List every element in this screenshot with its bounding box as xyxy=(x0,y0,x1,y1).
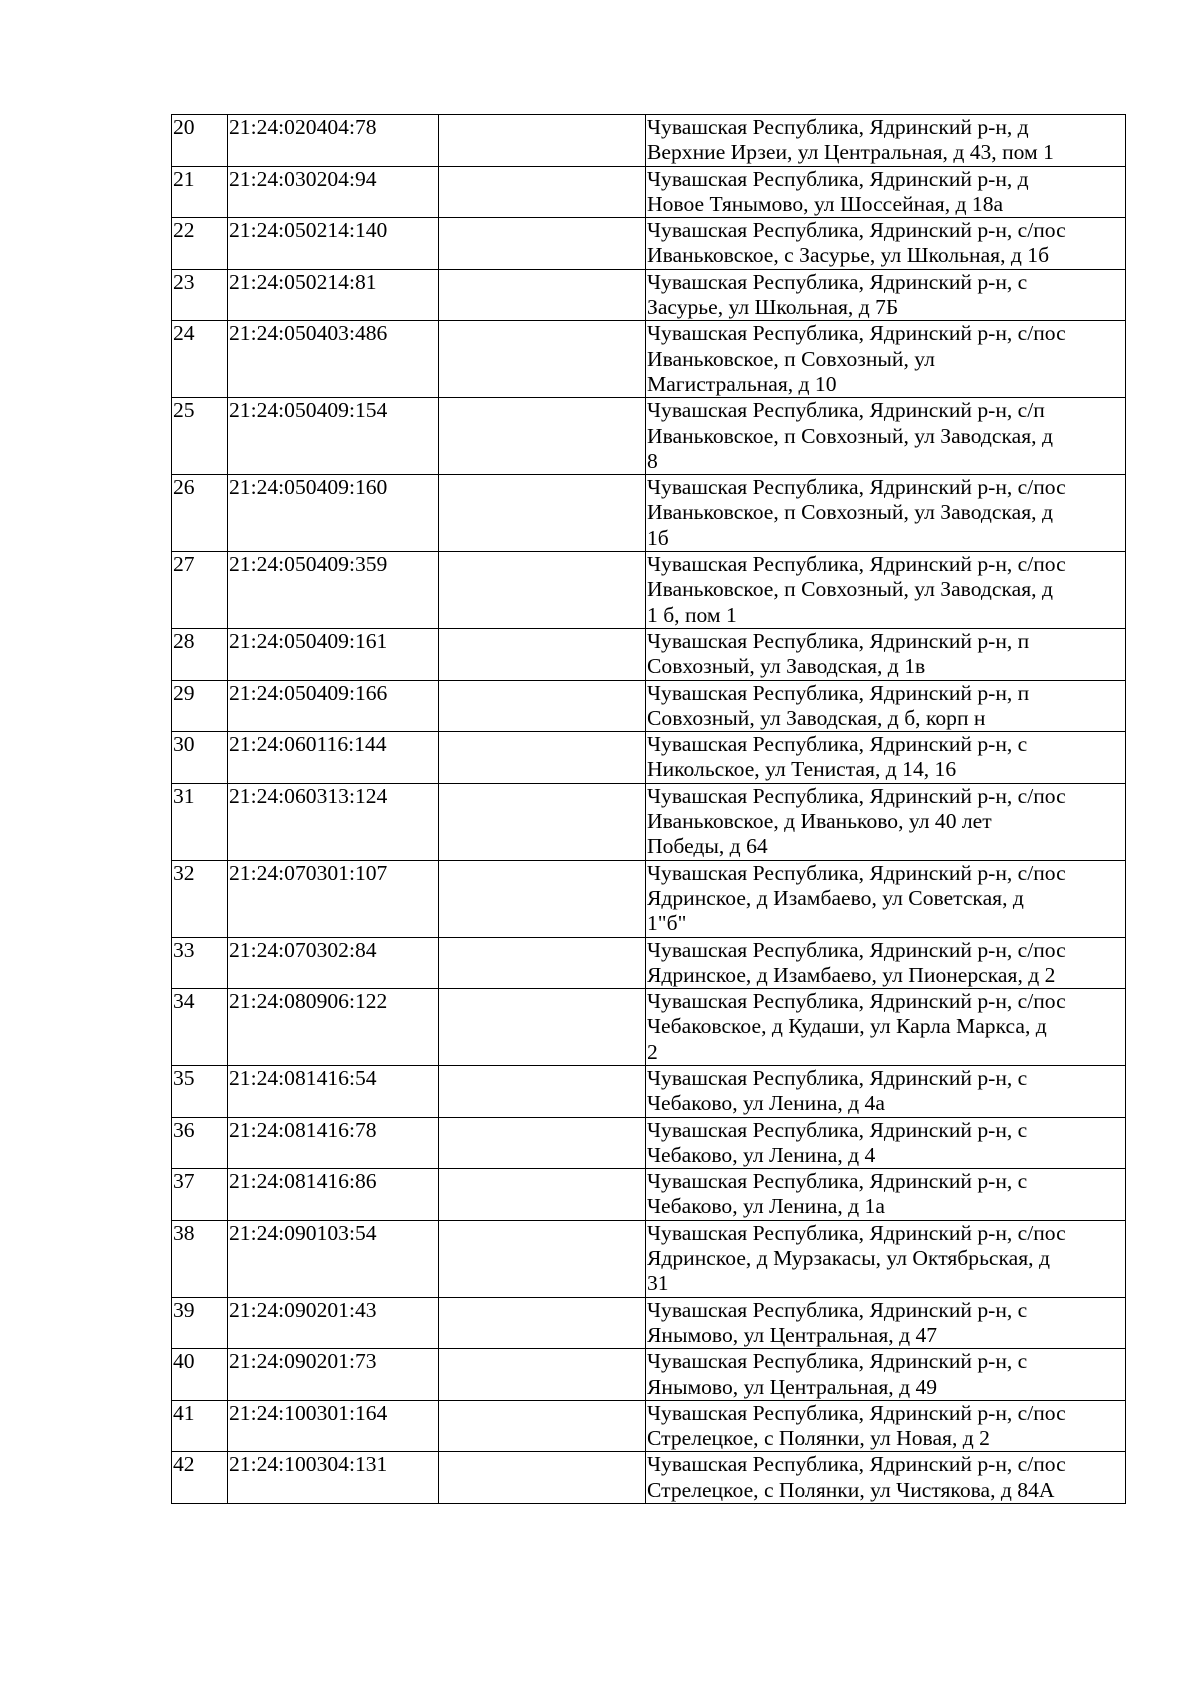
empty-cell xyxy=(439,269,646,321)
empty-cell xyxy=(439,1349,646,1401)
cadastral-number-cell: 21:24:070301:107 xyxy=(228,860,439,937)
row-number-cell: 27 xyxy=(172,552,228,629)
address-cell: Чувашская Республика, Ядринский р-н, с/пос Иваньковское, с Засурье, ул Школьная, д 1б xyxy=(646,218,1126,270)
cadastral-number-cell: 21:24:070302:84 xyxy=(228,937,439,989)
address-cell: Чувашская Республика, Ядринский р-н, с/пос Ядринское, д Изамбаево, ул Советская, д 1"б" xyxy=(646,860,1126,937)
empty-cell xyxy=(439,937,646,989)
cadastral-number-cell: 21:24:081416:86 xyxy=(228,1169,439,1221)
empty-cell xyxy=(439,1220,646,1297)
cadastral-number-cell: 21:24:050409:359 xyxy=(228,552,439,629)
table-row xyxy=(172,628,1126,680)
property-table-body xyxy=(172,115,1126,1504)
table-row xyxy=(172,552,1126,629)
row-number-cell: 35 xyxy=(172,1065,228,1117)
address-cell: Чувашская Республика, Ядринский р-н, с/пос Чебаковское, д Кудаши, ул Карла Маркса, д 2 xyxy=(646,989,1126,1066)
cadastral-number-cell: 21:24:060313:124 xyxy=(228,783,439,860)
cadastral-number-cell: 21:24:081416:54 xyxy=(228,1065,439,1117)
row-number-cell: 31 xyxy=(172,783,228,860)
table-row xyxy=(172,783,1126,860)
row-number-cell: 37 xyxy=(172,1169,228,1221)
row-number-cell: 24 xyxy=(172,321,228,398)
empty-cell xyxy=(439,1452,646,1504)
table-row xyxy=(172,1400,1126,1452)
row-number-cell: 36 xyxy=(172,1117,228,1169)
table-row xyxy=(172,115,1126,167)
row-number-cell: 23 xyxy=(172,269,228,321)
address-cell: Чувашская Республика, Ядринский р-н, д Верхние Ирзеи, ул Центральная, д 43, пом 1 xyxy=(646,115,1126,167)
address-cell: Чувашская Республика, Ядринский р-н, с Чебаково, ул Ленина, д 4а xyxy=(646,1065,1126,1117)
row-number-cell: 38 xyxy=(172,1220,228,1297)
empty-cell xyxy=(439,552,646,629)
cadastral-number-cell: 21:24:050409:154 xyxy=(228,398,439,475)
cadastral-number-cell: 21:24:081416:78 xyxy=(228,1117,439,1169)
table-row xyxy=(172,1297,1126,1349)
row-number-cell: 34 xyxy=(172,989,228,1066)
cadastral-number-cell: 21:24:050214:81 xyxy=(228,269,439,321)
empty-cell xyxy=(439,115,646,167)
empty-cell xyxy=(439,218,646,270)
table-row xyxy=(172,1065,1126,1117)
table-row xyxy=(172,166,1126,218)
empty-cell xyxy=(439,732,646,784)
row-number-cell: 32 xyxy=(172,860,228,937)
empty-cell xyxy=(439,166,646,218)
cadastral-number-cell: 21:24:030204:94 xyxy=(228,166,439,218)
property-table xyxy=(171,114,1126,1504)
empty-cell xyxy=(439,783,646,860)
cadastral-number-cell: 21:24:080906:122 xyxy=(228,989,439,1066)
cadastral-number-cell: 21:24:100301:164 xyxy=(228,1400,439,1452)
row-number-cell: 33 xyxy=(172,937,228,989)
empty-cell xyxy=(439,989,646,1066)
address-cell: Чувашская Республика, Ядринский р-н, д Новое Тянымово, ул Шоссейная, д 18а xyxy=(646,166,1126,218)
address-cell: Чувашская Республика, Ядринский р-н, с Янымово, ул Центральная, д 49 xyxy=(646,1349,1126,1401)
address-cell: Чувашская Республика, Ядринский р-н, с/пос Ядринское, д Мурзакасы, ул Октябрьская, д 31 xyxy=(646,1220,1126,1297)
cadastral-number-cell: 21:24:020404:78 xyxy=(228,115,439,167)
row-number-cell: 41 xyxy=(172,1400,228,1452)
empty-cell xyxy=(439,1297,646,1349)
table-row xyxy=(172,321,1126,398)
table-row xyxy=(172,269,1126,321)
table-row xyxy=(172,860,1126,937)
address-cell: Чувашская Республика, Ядринский р-н, с/п Иваньковское, п Совхозный, ул Заводская, д 8 xyxy=(646,398,1126,475)
cadastral-number-cell: 21:24:090201:43 xyxy=(228,1297,439,1349)
cadastral-number-cell: 21:24:050403:486 xyxy=(228,321,439,398)
table-row xyxy=(172,732,1126,784)
table-row xyxy=(172,1169,1126,1221)
row-number-cell: 42 xyxy=(172,1452,228,1504)
address-cell: Чувашская Республика, Ядринский р-н, с Янымово, ул Центральная, д 47 xyxy=(646,1297,1126,1349)
table-row xyxy=(172,680,1126,732)
table-row xyxy=(172,218,1126,270)
row-number-cell: 30 xyxy=(172,732,228,784)
address-cell: Чувашская Республика, Ядринский р-н, с/пос Иваньковское, п Совхозный, ул Магистральная, д 10 xyxy=(646,321,1126,398)
address-cell: Чувашская Республика, Ядринский р-н, с/пос Иваньковское, п Совхозный, ул Заводская, д 1 б, пом 1 xyxy=(646,552,1126,629)
address-cell: Чувашская Республика, Ядринский р-н, п Совхозный, ул Заводская, д б, корп н xyxy=(646,680,1126,732)
table-row xyxy=(172,989,1126,1066)
cadastral-number-cell: 21:24:050409:161 xyxy=(228,628,439,680)
cadastral-number-cell: 21:24:090103:54 xyxy=(228,1220,439,1297)
empty-cell xyxy=(439,680,646,732)
table-row xyxy=(172,1452,1126,1504)
table-row xyxy=(172,1220,1126,1297)
cadastral-number-cell: 21:24:100304:131 xyxy=(228,1452,439,1504)
empty-cell xyxy=(439,475,646,552)
address-cell: Чувашская Республика, Ядринский р-н, с/пос Стрелецкое, с Полянки, ул Новая, д 2 xyxy=(646,1400,1126,1452)
address-cell: Чувашская Республика, Ядринский р-н, с Чебаково, ул Ленина, д 1а xyxy=(646,1169,1126,1221)
table-row xyxy=(172,398,1126,475)
address-cell: Чувашская Республика, Ядринский р-н, с Чебаково, ул Ленина, д 4 xyxy=(646,1117,1126,1169)
empty-cell xyxy=(439,1065,646,1117)
cadastral-number-cell: 21:24:050409:160 xyxy=(228,475,439,552)
address-cell: Чувашская Республика, Ядринский р-н, п Совхозный, ул Заводская, д 1в xyxy=(646,628,1126,680)
row-number-cell: 22 xyxy=(172,218,228,270)
row-number-cell: 39 xyxy=(172,1297,228,1349)
cadastral-number-cell: 21:24:050409:166 xyxy=(228,680,439,732)
row-number-cell: 20 xyxy=(172,115,228,167)
table-row xyxy=(172,475,1126,552)
table-row xyxy=(172,1349,1126,1401)
cadastral-number-cell: 21:24:060116:144 xyxy=(228,732,439,784)
empty-cell xyxy=(439,860,646,937)
empty-cell xyxy=(439,1169,646,1221)
row-number-cell: 29 xyxy=(172,680,228,732)
row-number-cell: 28 xyxy=(172,628,228,680)
table-row xyxy=(172,937,1126,989)
address-cell: Чувашская Республика, Ядринский р-н, с/пос Иваньковское, д Иваньково, ул 40 лет Победы, д 64 xyxy=(646,783,1126,860)
table-row xyxy=(172,1117,1126,1169)
address-cell: Чувашская Республика, Ядринский р-н, с/пос Иваньковское, п Совхозный, ул Заводская, д 1б xyxy=(646,475,1126,552)
address-cell: Чувашская Республика, Ядринский р-н, с/пос Ядринское, д Изамбаево, ул Пионерская, д 2 xyxy=(646,937,1126,989)
row-number-cell: 26 xyxy=(172,475,228,552)
empty-cell xyxy=(439,398,646,475)
empty-cell xyxy=(439,1400,646,1452)
cadastral-number-cell: 21:24:050214:140 xyxy=(228,218,439,270)
row-number-cell: 21 xyxy=(172,166,228,218)
address-cell: Чувашская Республика, Ядринский р-н, с Никольское, ул Тенистая, д 14, 16 xyxy=(646,732,1126,784)
address-cell: Чувашская Республика, Ядринский р-н, с Засурье, ул Школьная, д 7Б xyxy=(646,269,1126,321)
cadastral-number-cell: 21:24:090201:73 xyxy=(228,1349,439,1401)
address-cell: Чувашская Республика, Ядринский р-н, с/пос Стрелецкое, с Полянки, ул Чистякова, д 84А xyxy=(646,1452,1126,1504)
empty-cell xyxy=(439,1117,646,1169)
row-number-cell: 25 xyxy=(172,398,228,475)
row-number-cell: 40 xyxy=(172,1349,228,1401)
empty-cell xyxy=(439,321,646,398)
empty-cell xyxy=(439,628,646,680)
